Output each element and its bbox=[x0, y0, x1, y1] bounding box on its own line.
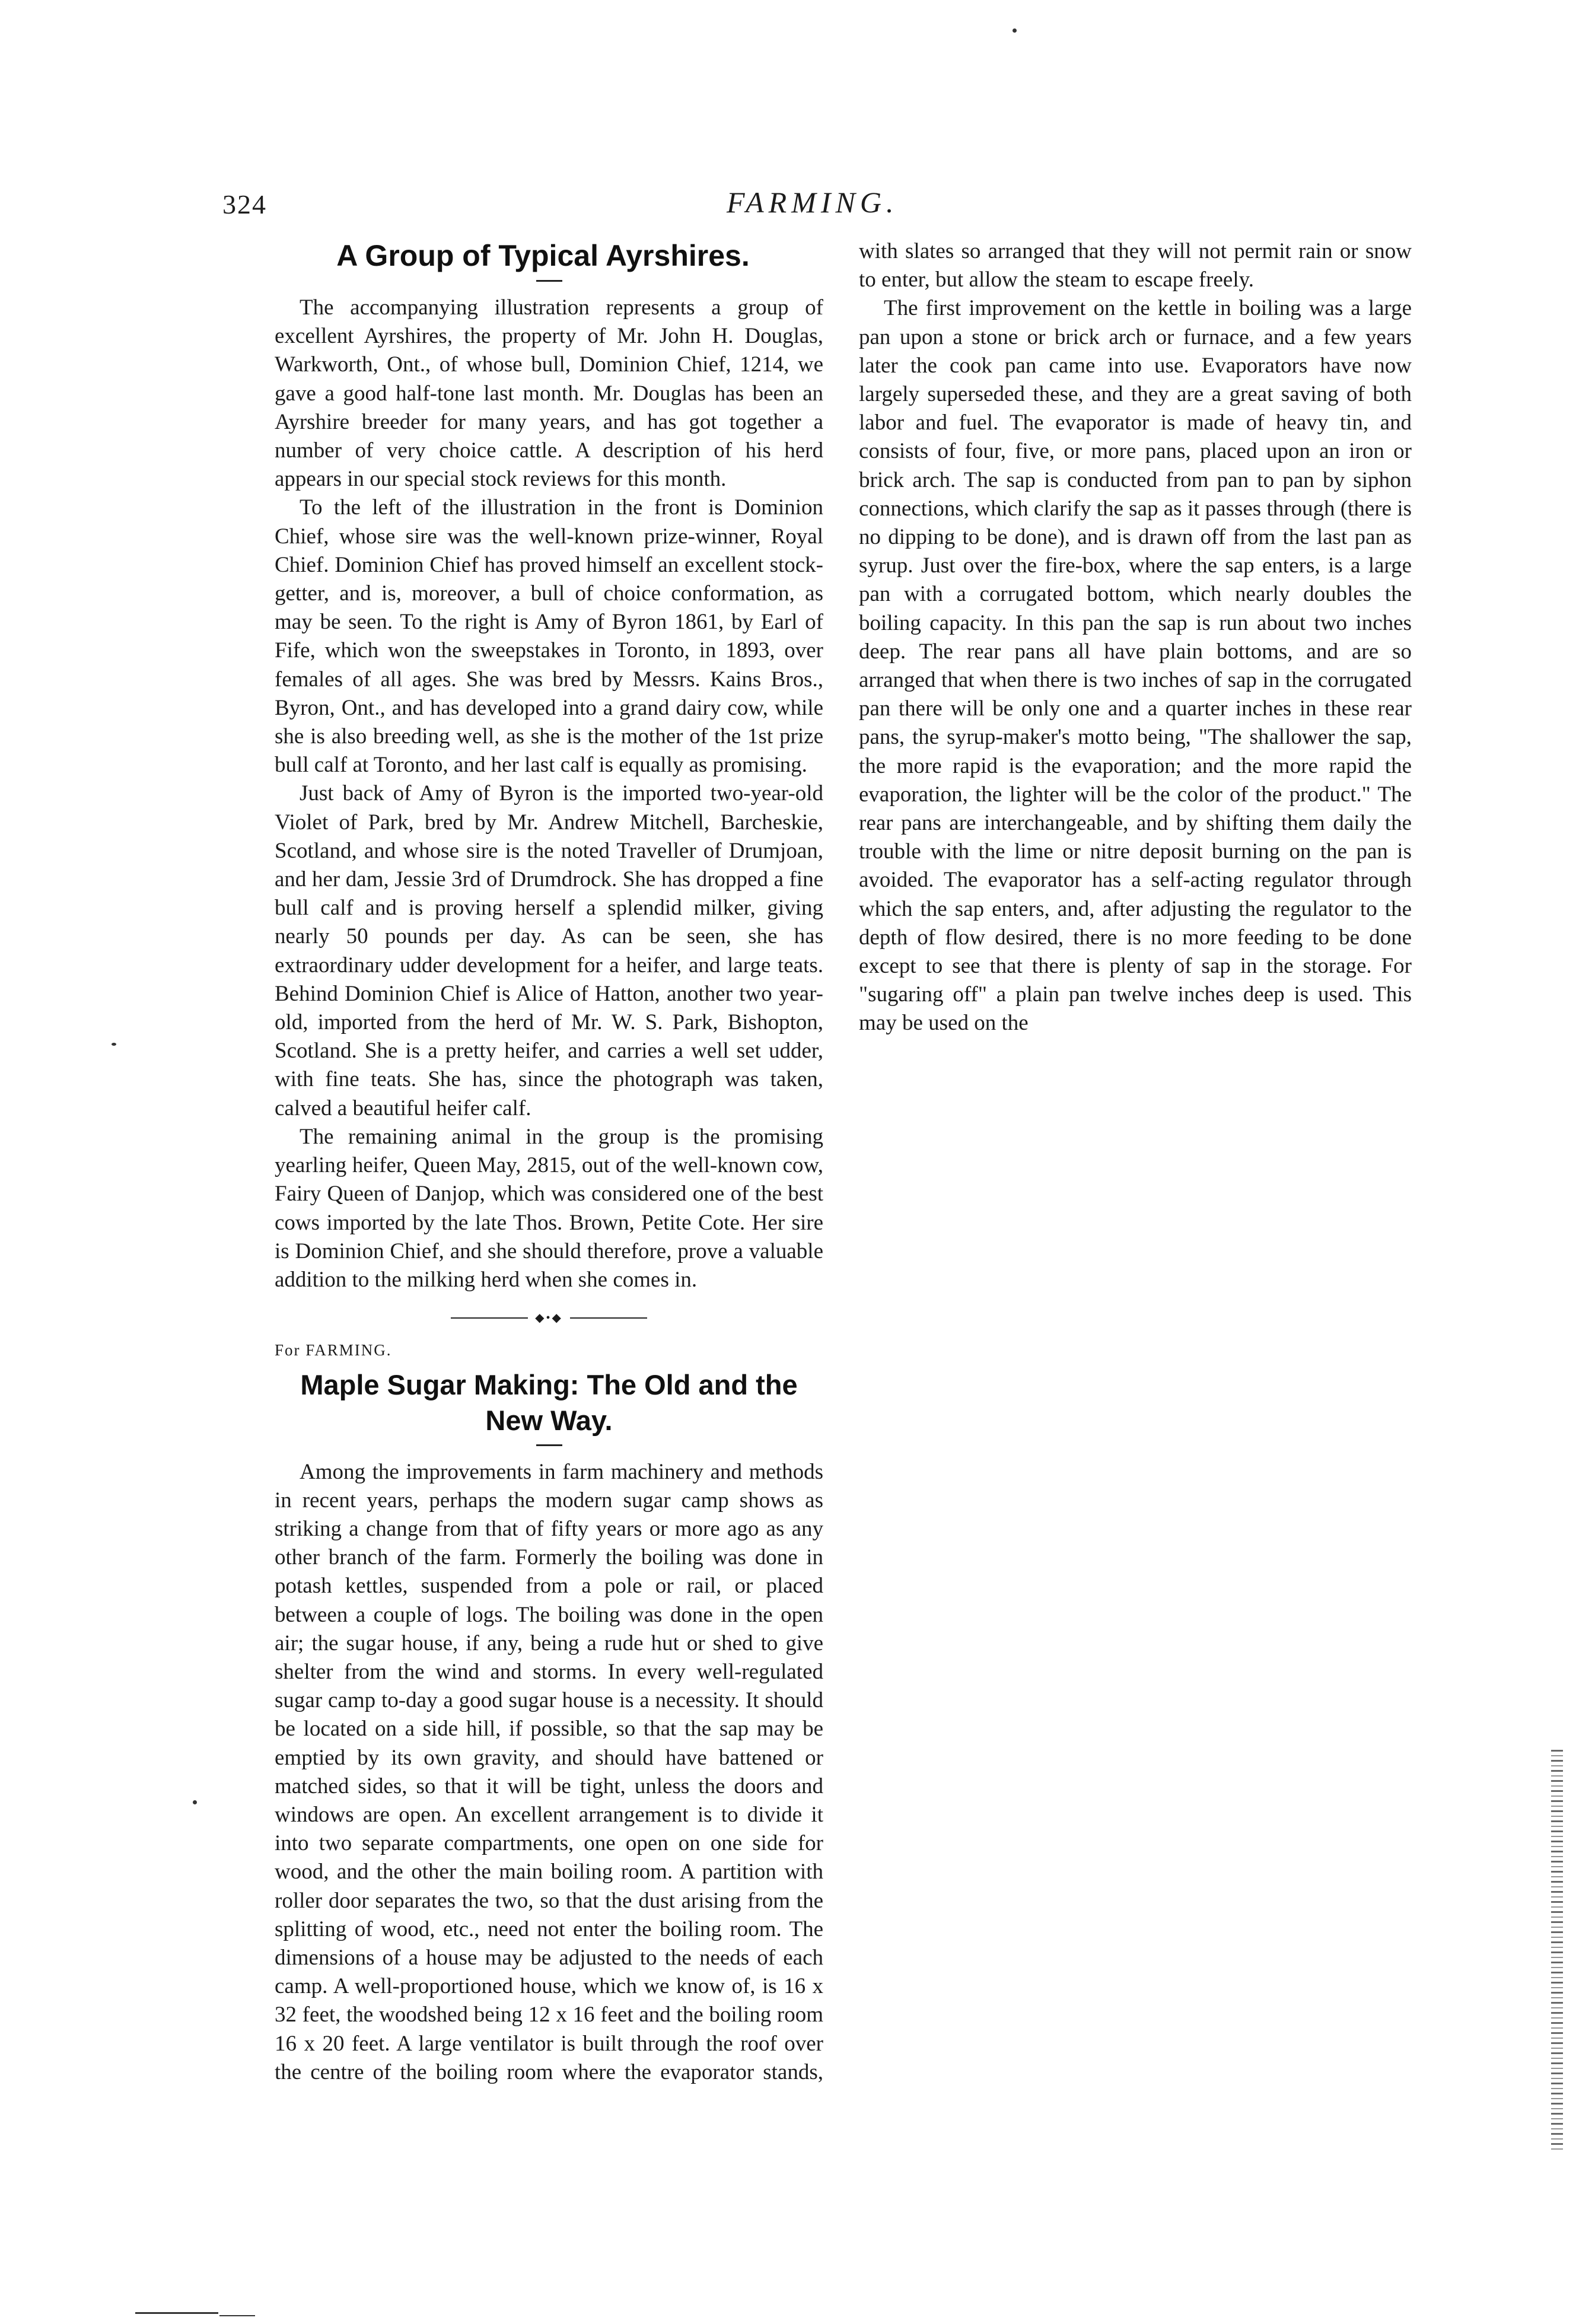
scan-edge-artifact bbox=[1551, 1750, 1563, 2153]
paragraph: To the left of the illustration in the front is Dominion Chief, whose sire was the well-known prize-winner, Royal Chief. Dominion Chief has proved himself an excellent stock-getter, and is, moreover, a bull of choice conformation, as may be seen. To the right is Amy of Byron 1861, by Earl of Fife, which won the sweepstakes in Toronto, in 1893, over females of all ages. She was bred by Messrs. Kains Bros., Byron, Ont., and has developed into a grand dairy cow, while she is also breeding well, as she is the mother of the 1st prize bull calf at Toronto, and her last calf is equally as promising. bbox=[275, 495, 823, 778]
paragraph: Among the improvements in farm machinery and methods in recent years, perhaps the modern sugar camp shows as striking a change from that of fifty years or more ago as any other branch of the farm. Formerly the boiling was done in potash kettles, suspended from a pole or rail, or placed between a couple of logs. The boiling was done in the open air; the sugar house, if any, being a rude hut or shed to give shelter from the wind and storms. In every well-regulated sugar camp to-day a good sugar house is a necessity. It should be located on a side hill, if possible, so that the sap may be emptied by its own gravity, and should have battened or matched sides, so that it will be tight, unless the doors and windows are open. An excellent arrangement is to divide it into two separate compartments, one open on one side for wood, and the other the main boiling room. A partition with roller door separates the two, so that the dust arising from the splitting of wood, etc., need not enter the boiling room. The dimensions of a house may be adjusted to the needs of each camp. A well-proportioned house, which we know of, is 16 x 32 feet, the woodshed being 12 x 16 feet and the boiling room 16 x 20 feet. A large ventilator is built through the roof over the centre of the boiling room where the evaporator stands, bbox=[275, 1459, 823, 2084]
section-ornament: ◆•◆ bbox=[275, 1304, 823, 1332]
article-title-ayrshires: A Group of Typical Ayrshires. bbox=[336, 239, 750, 272]
paragraph: The remaining animal in the group is the promising yearling heifer, Queen May, 2815, out of the well-known cow, Fairy Queen of Danjop, which was considered one of the best cows imported by the late Thos. Brown, Petite Cote. Her sire is Dominion Chief, and she should therefore, prove a valuable addition to the milking herd when she comes in. bbox=[275, 1124, 823, 1292]
speck-left-1 bbox=[112, 1043, 116, 1046]
paragraph: Just back of Amy of Byron is the imported two-year-old Violet of Park, bred by Mr. Andrew Mitchell, Barcheskie, Scotland, and whose sire is the noted Traveller of Drumjoan, and her dam, Jessie 3rd of Drumdrock. She has dropped a fine bull calf and is proving herself a splendid milker, giving nearly 50 pounds per day. As can be seen, she has extraordinary udder development for a heifer, and large teats. Behind Dominion Chief is Alice of Hatton, another two year-old, imported from the herd of Mr. W. S. Park, Bishopton, Scotland. She is a pretty heifer, and carries a well set udder, with fine teats. She has, since the photograph was taken, calved a beautiful heifer calf. bbox=[275, 781, 823, 1120]
running-title: FARMING. bbox=[727, 186, 899, 219]
title-rule bbox=[536, 280, 562, 282]
byline: For FARMING. bbox=[275, 1341, 392, 1360]
paragraph: The first improvement on the kettle in boiling was a large pan upon a stone or brick arch or furnace, and a few years later the cook pan came into use. Evaporators have now largely superseded these, and they are a great saving of both labor and fuel. The evaporator is made of heavy tin, and consists of four, five, or more pans, placed upon an iron or brick arch. The sap is conducted from pan to pan by siphon connections, which clarify the sap as it passes through (there is no dipping to be done), and is drawn off from the last pan as syrup. Just over the fire-box, where the sap enters, is a large pan with a corrugated bottom, which nearly doubles the boiling capacity. In this pan the sap is run about two inches deep. The rear pans all have plain bottoms, and are so arranged that when there is two inches of sap in the corrugated pan there will be only one and a quarter inches in these rear pans, the syrup-maker's motto being, "The shallower the sap, the more rapid is the evaporation; and the more rapid the evaporation, the lighter will be the color of the product." The rear pans are interchangeable, and by shifting them daily the trouble with the lime or nitre deposit burning on the pan is avoided. The evaporator has a self-acting regulator through which the sap enters, and, after adjusting the regulator to the depth of flow desired, there is no more feeding to be done except to see that there is plenty of sap in the storage. For "sugaring off" a plain pan twelve inches deep is used. This may be used on the bbox=[859, 296, 1412, 1036]
article-title-maple-sugar: Maple Sugar Making: The Old and the New Way. bbox=[300, 1368, 798, 1436]
right-column bbox=[859, 237, 1412, 1038]
left-column bbox=[275, 237, 823, 2087]
speck-left-2 bbox=[193, 1800, 197, 1804]
paragraph: The accompanying illustration represents a group of excellent Ayrshires, the property of Mr. John H. Douglas, Warkworth, Ont., of whose bull, Dominion Chief, 1214, we gave a good half-tone last month. Mr. Douglas has been an Ayrshire breeder for many years, and has got together a number of very choice cattle. A description of his herd appears in our special stock reviews for this month. bbox=[275, 295, 823, 492]
page-number: 324 bbox=[222, 189, 267, 219]
paragraph-continued: with slates so arranged that they will not permit rain or snow to enter, but allow the steam to escape freely. bbox=[859, 239, 1412, 292]
footer-scan-line-2 bbox=[219, 2315, 255, 2316]
speck-top bbox=[1013, 28, 1017, 33]
footer-scan-line bbox=[135, 2312, 218, 2314]
title-rule bbox=[536, 1444, 562, 1446]
